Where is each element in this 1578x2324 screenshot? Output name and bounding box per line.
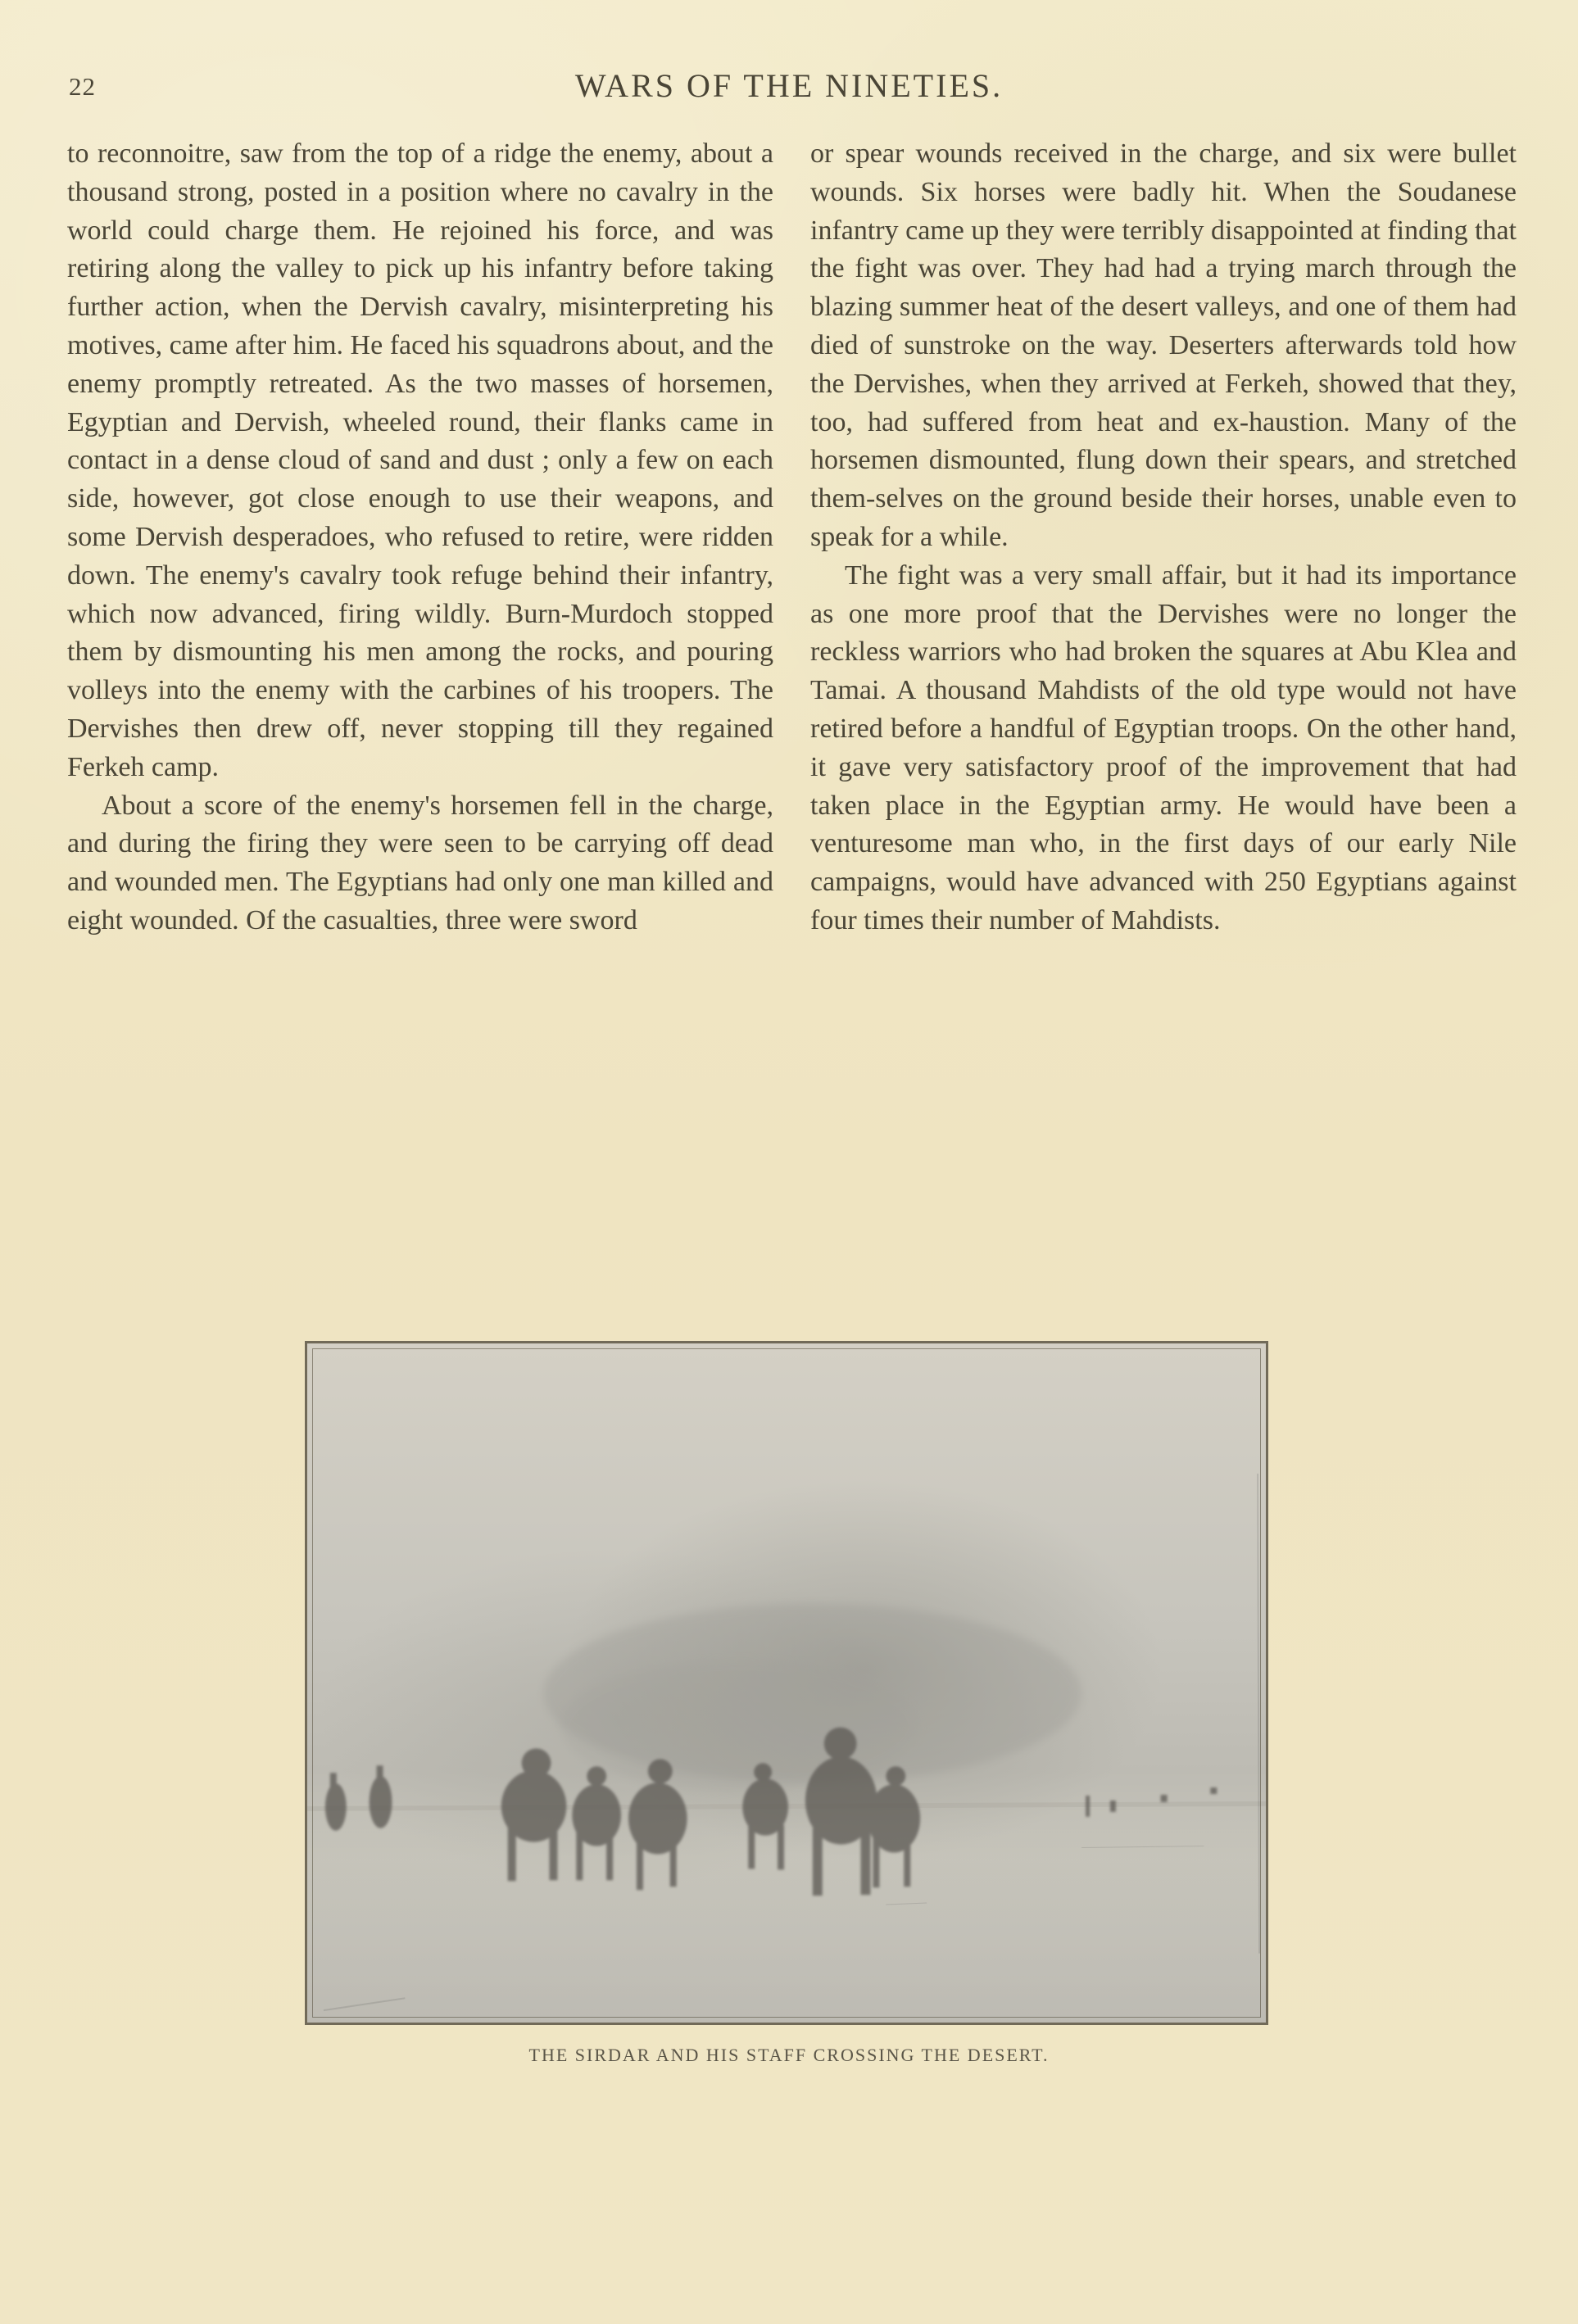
desert-photograph [305,1341,1268,2025]
left-paragraph-1: to reconnoitre, saw from the top of a ridge the enemy, about a thousand strong, posted in a position where no cavalry in the world could charge them. He rejoined his force, and was retiring along the valley to pick up his infantry before taking further action, when the Dervish cavalry, misinterpreting his motives, came after him. He faced his squadrons about, and the enemy promptly retreated. As the two masses of horsemen, Egyptian and Dervish, wheeled round, their flanks came in contact in a dense cloud of sand and dust ; only a few on each side, however, got close enough to use their weapons, and some Dervish desperadoes, who refused to retire, were ridden down. The enemy's cavalry took refuge behind their infantry, which now advanced, firing wildly. Burn-Murdoch stopped them by dismounting his men among the rocks, and pouring volleys into the enemy with the carbines of his troopers. The Dervishes then drew off, never stopping till they regained Ferkeh camp. [67,138,774,782]
left-paragraph-2: About a score of the enemy's horsemen fell in the charge, and during the firing they were seen to be carrying off dead and wounded men. The Egyptians had only one man killed and eight wounded. Of the casualties, three were sword [67,790,773,935]
right-paragraph-1: or spear wounds received in the charge, and six were bullet wounds. Six horses were badly hit. When the Soudanese infantry came up they were terribly disappointed at finding that the fight was over. They had had a trying march through the blazing summer heat of the desert valleys, and one of them had died of sunstroke on the way. Deserters afterwards told how the Dervishes, when they arrived at Ferkeh, showed that they, too, had suffered from heat and ex-haustion. Many of the horsemen dismounted, flung down their spears, and stretched them-selves on the ground beside their horses, unable even to speak for a while. [810,138,1517,552]
desert-scene-illustration [307,1343,1266,2023]
photo-caption: THE SIRDAR AND HIS STAFF CROSSING THE DESERT. [528,2045,1050,2065]
right-paragraph-2: The fight was a very small affair, but it had its importance as one more proof that the Dervishes were no longer the reckless warriors who had broken the squares at Abu Klea and Tamai. A thousand Mahdists of the old type would not have retired before a handful of Egyptian troops. On the other hand, it gave very satisfactory proof of the improvement that had taken place in the Egyptian army. He would have been a venturesome man who, in the first days of our early Nile campaigns, would have advanced with 250 Egyptians against four times their number of Mahdists. [810,559,1517,935]
desert-ground [307,1819,1266,2023]
running-head: WARS OF THE NINETIES. [574,67,1004,104]
left-text-column [67,135,773,940]
page-number: 22 [69,72,96,101]
right-text-column [810,135,1517,940]
